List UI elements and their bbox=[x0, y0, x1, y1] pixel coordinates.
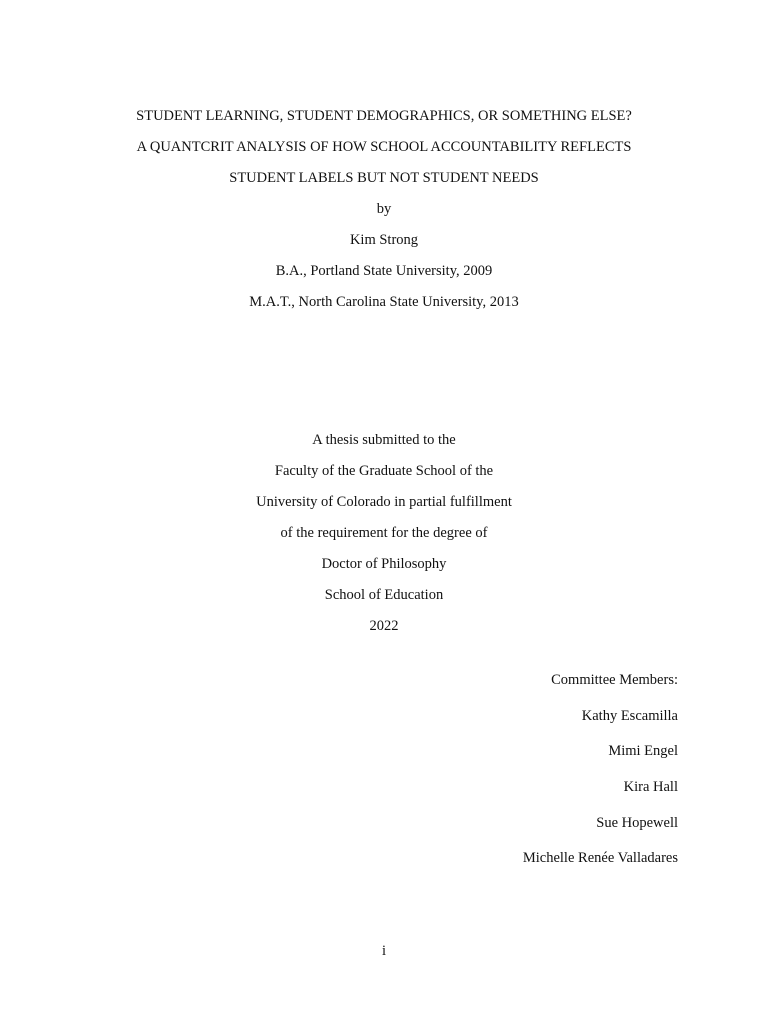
committee-member: Michelle Renée Valladares bbox=[522, 850, 678, 866]
by-line: by bbox=[376, 201, 392, 217]
page-number: i bbox=[381, 943, 387, 959]
submission-line-3: University of Colorado in partial fulfillment bbox=[256, 494, 512, 510]
title-line-2: A QUANTCRIT ANALYSIS OF HOW SCHOOL ACCOUNTABILITY REFLECTS bbox=[136, 139, 632, 155]
title-line-3: STUDENT LABELS BUT NOT STUDENT NEEDS bbox=[229, 170, 539, 186]
degree-name: Doctor of Philosophy bbox=[321, 556, 447, 572]
submission-line-4: of the requirement for the degree of bbox=[280, 525, 488, 541]
author-name: Kim Strong bbox=[349, 232, 419, 248]
committee-member: Kira Hall bbox=[623, 779, 678, 795]
title-line-1: STUDENT LEARNING, STUDENT DEMOGRAPHICS, OR SOMETHING ELSE? bbox=[136, 108, 632, 124]
committee-member: Kathy Escamilla bbox=[581, 708, 678, 724]
degree-mat: M.A.T., North Carolina State University, 2013 bbox=[249, 294, 519, 310]
committee-member: Mimi Engel bbox=[608, 743, 678, 759]
submission-line-1: A thesis submitted to the bbox=[312, 432, 456, 448]
committee-heading: Committee Members: bbox=[551, 672, 678, 688]
degree-ba: B.A., Portland State University, 2009 bbox=[275, 263, 493, 279]
committee-member: Sue Hopewell bbox=[596, 815, 678, 831]
submission-line-2: Faculty of the Graduate School of the bbox=[274, 463, 494, 479]
submission-year: 2022 bbox=[369, 618, 399, 634]
school-name: School of Education bbox=[324, 587, 444, 603]
